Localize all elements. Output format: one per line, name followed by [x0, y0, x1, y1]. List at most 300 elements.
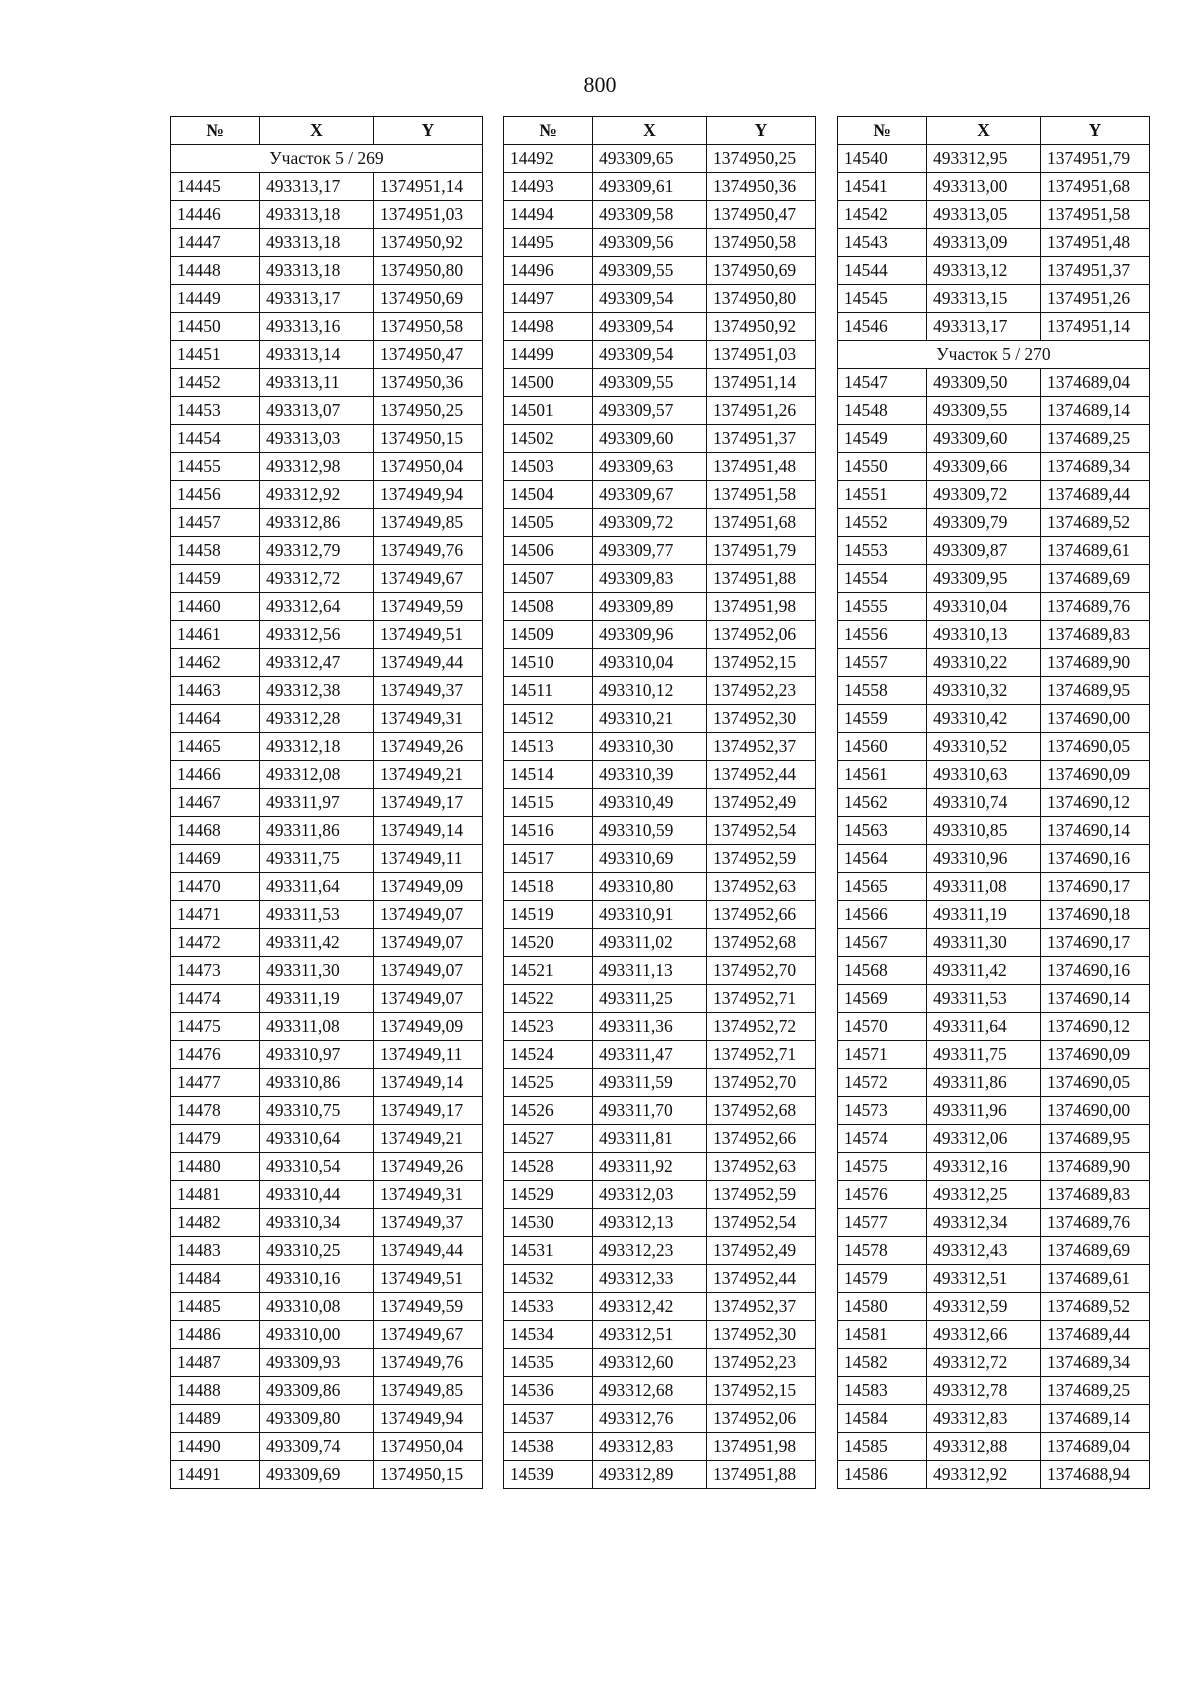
y-coordinate: 1374689,76: [1041, 593, 1150, 621]
x-coordinate: 493313,12: [927, 257, 1041, 285]
point-number: 14487: [171, 1349, 260, 1377]
y-coordinate: 1374689,44: [1041, 1321, 1150, 1349]
table-row: [171, 1209, 483, 1237]
x-coordinate: 493309,60: [593, 425, 707, 453]
y-coordinate: 1374690,18: [1041, 901, 1150, 929]
table-row: [838, 1293, 1150, 1321]
x-coordinate: 493312,13: [593, 1209, 707, 1237]
x-coordinate: 493309,65: [593, 145, 707, 173]
point-number: 14563: [838, 817, 927, 845]
x-coordinate: 493310,21: [593, 705, 707, 733]
point-number: 14490: [171, 1433, 260, 1461]
x-coordinate: 493313,18: [260, 229, 374, 257]
x-coordinate: 493310,52: [927, 733, 1041, 761]
point-number: 14521: [504, 957, 593, 985]
header-number: №: [504, 117, 593, 145]
table-row: [171, 201, 483, 229]
table-row: [838, 649, 1150, 677]
y-coordinate: 1374952,44: [707, 761, 816, 789]
table-row: [504, 901, 816, 929]
table-row: [171, 817, 483, 845]
point-number: 14564: [838, 845, 927, 873]
x-coordinate: 493312,98: [260, 453, 374, 481]
header-y: Y: [1041, 117, 1150, 145]
x-coordinate: 493312,86: [260, 509, 374, 537]
table-row: [504, 593, 816, 621]
table-row: [504, 845, 816, 873]
table-row: [838, 481, 1150, 509]
table-row: [504, 229, 816, 257]
header-number: №: [171, 117, 260, 145]
table-row: [504, 285, 816, 313]
y-coordinate: 1374690,17: [1041, 929, 1150, 957]
y-coordinate: 1374690,05: [1041, 1069, 1150, 1097]
point-number: 14567: [838, 929, 927, 957]
point-number: 14459: [171, 565, 260, 593]
table-row: [171, 1153, 483, 1181]
y-coordinate: 1374690,16: [1041, 845, 1150, 873]
y-coordinate: 1374690,14: [1041, 817, 1150, 845]
table-row: [171, 845, 483, 873]
point-number: 14486: [171, 1321, 260, 1349]
point-number: 14525: [504, 1069, 593, 1097]
table-row: [504, 1433, 816, 1461]
point-number: 14494: [504, 201, 593, 229]
header-row: [504, 117, 816, 145]
table-row: [504, 1377, 816, 1405]
table-row: [171, 397, 483, 425]
point-number: 14468: [171, 817, 260, 845]
y-coordinate: 1374951,26: [707, 397, 816, 425]
y-coordinate: 1374949,67: [374, 565, 483, 593]
point-number: 14502: [504, 425, 593, 453]
y-coordinate: 1374949,44: [374, 649, 483, 677]
coordinates-table-2: [503, 116, 816, 1489]
table-row: [838, 537, 1150, 565]
x-coordinate: 493310,08: [260, 1293, 374, 1321]
point-number: 14571: [838, 1041, 927, 1069]
point-number: 14504: [504, 481, 593, 509]
x-coordinate: 493310,91: [593, 901, 707, 929]
y-coordinate: 1374952,15: [707, 649, 816, 677]
table-row: [504, 817, 816, 845]
point-number: 14499: [504, 341, 593, 369]
y-coordinate: 1374949,59: [374, 593, 483, 621]
point-number: 14552: [838, 509, 927, 537]
x-coordinate: 493312,72: [260, 565, 374, 593]
header-y: Y: [707, 117, 816, 145]
y-coordinate: 1374689,04: [1041, 1433, 1150, 1461]
y-coordinate: 1374952,49: [707, 1237, 816, 1265]
y-coordinate: 1374949,26: [374, 733, 483, 761]
y-coordinate: 1374952,37: [707, 1293, 816, 1321]
y-coordinate: 1374690,09: [1041, 1041, 1150, 1069]
x-coordinate: 493311,86: [260, 817, 374, 845]
x-coordinate: 493310,49: [593, 789, 707, 817]
y-coordinate: 1374949,37: [374, 677, 483, 705]
x-coordinate: 493311,75: [927, 1041, 1041, 1069]
table-row: [171, 1461, 483, 1489]
y-coordinate: 1374949,17: [374, 1097, 483, 1125]
point-number: 14540: [838, 145, 927, 173]
table-row: [171, 1097, 483, 1125]
y-coordinate: 1374689,44: [1041, 481, 1150, 509]
point-number: 14534: [504, 1321, 593, 1349]
table-row: [171, 1405, 483, 1433]
y-coordinate: 1374950,04: [374, 453, 483, 481]
point-number: 14450: [171, 313, 260, 341]
y-coordinate: 1374950,80: [374, 257, 483, 285]
table-row: [171, 789, 483, 817]
table-row: [838, 453, 1150, 481]
x-coordinate: 493311,81: [593, 1125, 707, 1153]
y-coordinate: 1374690,14: [1041, 985, 1150, 1013]
table-row: [504, 957, 816, 985]
header-x: X: [593, 117, 707, 145]
point-number: 14565: [838, 873, 927, 901]
table-row: [504, 873, 816, 901]
point-number: 14572: [838, 1069, 927, 1097]
table-row: [504, 733, 816, 761]
y-coordinate: 1374951,68: [707, 509, 816, 537]
table-row: [504, 1321, 816, 1349]
point-number: 14585: [838, 1433, 927, 1461]
point-number: 14466: [171, 761, 260, 789]
table-row: [504, 1013, 816, 1041]
x-coordinate: 493310,75: [260, 1097, 374, 1125]
x-coordinate: 493311,97: [260, 789, 374, 817]
y-coordinate: 1374952,72: [707, 1013, 816, 1041]
point-number: 14478: [171, 1097, 260, 1125]
y-coordinate: 1374952,63: [707, 873, 816, 901]
table-row: [838, 1041, 1150, 1069]
point-number: 14538: [504, 1433, 593, 1461]
point-number: 14488: [171, 1377, 260, 1405]
table-row: [504, 789, 816, 817]
point-number: 14456: [171, 481, 260, 509]
y-coordinate: 1374949,94: [374, 481, 483, 509]
point-number: 14510: [504, 649, 593, 677]
point-number: 14454: [171, 425, 260, 453]
point-number: 14556: [838, 621, 927, 649]
y-coordinate: 1374950,58: [707, 229, 816, 257]
table-row: [838, 1013, 1150, 1041]
y-coordinate: 1374951,68: [1041, 173, 1150, 201]
point-number: 14530: [504, 1209, 593, 1237]
x-coordinate: 493310,22: [927, 649, 1041, 677]
table-row: [838, 789, 1150, 817]
table-row: [504, 677, 816, 705]
point-number: 14568: [838, 957, 927, 985]
x-coordinate: 493312,06: [927, 1125, 1041, 1153]
point-number: 14544: [838, 257, 927, 285]
point-number: 14507: [504, 565, 593, 593]
table-row: [171, 257, 483, 285]
y-coordinate: 1374949,94: [374, 1405, 483, 1433]
x-coordinate: 493311,96: [927, 1097, 1041, 1125]
y-coordinate: 1374949,31: [374, 705, 483, 733]
x-coordinate: 493309,63: [593, 453, 707, 481]
y-coordinate: 1374951,03: [707, 341, 816, 369]
point-number: 14446: [171, 201, 260, 229]
header-y: Y: [374, 117, 483, 145]
table-row: [838, 873, 1150, 901]
table-body: [504, 145, 816, 1489]
x-coordinate: 493312,64: [260, 593, 374, 621]
x-coordinate: 493313,16: [260, 313, 374, 341]
page-number: 800: [583, 72, 617, 97]
y-coordinate: 1374950,47: [707, 201, 816, 229]
table-row: [171, 565, 483, 593]
y-coordinate: 1374952,70: [707, 1069, 816, 1097]
y-coordinate: 1374949,44: [374, 1237, 483, 1265]
point-number: 14576: [838, 1181, 927, 1209]
y-coordinate: 1374952,71: [707, 1041, 816, 1069]
y-coordinate: 1374950,25: [707, 145, 816, 173]
y-coordinate: 1374950,69: [707, 257, 816, 285]
y-coordinate: 1374951,58: [1041, 201, 1150, 229]
y-coordinate: 1374949,09: [374, 873, 483, 901]
y-coordinate: 1374689,95: [1041, 1125, 1150, 1153]
y-coordinate: 1374951,14: [707, 369, 816, 397]
y-coordinate: 1374690,16: [1041, 957, 1150, 985]
table-row: [838, 1321, 1150, 1349]
table-row: [504, 481, 816, 509]
x-coordinate: 493310,34: [260, 1209, 374, 1237]
point-number: 14489: [171, 1405, 260, 1433]
x-coordinate: 493312,28: [260, 705, 374, 733]
header-row: [171, 117, 483, 145]
table-row: [171, 929, 483, 957]
table-row: [171, 341, 483, 369]
point-number: 14528: [504, 1153, 593, 1181]
x-coordinate: 493311,30: [927, 929, 1041, 957]
y-coordinate: 1374950,80: [707, 285, 816, 313]
table-row: [838, 425, 1150, 453]
point-number: 14539: [504, 1461, 593, 1489]
x-coordinate: 493309,60: [927, 425, 1041, 453]
y-coordinate: 1374949,76: [374, 1349, 483, 1377]
y-coordinate: 1374690,12: [1041, 1013, 1150, 1041]
y-coordinate: 1374689,69: [1041, 565, 1150, 593]
x-coordinate: 493311,19: [260, 985, 374, 1013]
y-coordinate: 1374690,09: [1041, 761, 1150, 789]
y-coordinate: 1374949,11: [374, 1041, 483, 1069]
table-row: [171, 1377, 483, 1405]
y-coordinate: 1374952,49: [707, 789, 816, 817]
table-row: [838, 1125, 1150, 1153]
table-row: [171, 649, 483, 677]
table-row: [838, 257, 1150, 285]
x-coordinate: 493312,03: [593, 1181, 707, 1209]
table-row: [504, 257, 816, 285]
x-coordinate: 493309,57: [593, 397, 707, 425]
point-number: 14479: [171, 1125, 260, 1153]
table-row: [838, 201, 1150, 229]
x-coordinate: 493309,93: [260, 1349, 374, 1377]
y-coordinate: 1374950,25: [374, 397, 483, 425]
table-row: [838, 229, 1150, 257]
table-row: [838, 929, 1150, 957]
point-number: 14483: [171, 1237, 260, 1265]
point-number: 14465: [171, 733, 260, 761]
table-row: [838, 593, 1150, 621]
x-coordinate: 493310,64: [260, 1125, 374, 1153]
table-row: [838, 761, 1150, 789]
y-coordinate: 1374952,54: [707, 1209, 816, 1237]
y-coordinate: 1374689,34: [1041, 1349, 1150, 1377]
point-number: 14503: [504, 453, 593, 481]
point-number: 14536: [504, 1377, 593, 1405]
x-coordinate: 493312,92: [260, 481, 374, 509]
y-coordinate: 1374689,25: [1041, 425, 1150, 453]
table-row: [838, 1209, 1150, 1237]
x-coordinate: 493311,64: [260, 873, 374, 901]
point-number: 14516: [504, 817, 593, 845]
table-row: [504, 313, 816, 341]
point-number: 14561: [838, 761, 927, 789]
x-coordinate: 493312,76: [593, 1405, 707, 1433]
point-number: 14524: [504, 1041, 593, 1069]
y-coordinate: 1374950,15: [374, 1461, 483, 1489]
table-row: [171, 1041, 483, 1069]
y-coordinate: 1374951,79: [1041, 145, 1150, 173]
y-coordinate: 1374952,06: [707, 1405, 816, 1433]
x-coordinate: 493309,55: [927, 397, 1041, 425]
table-row: [504, 1237, 816, 1265]
y-coordinate: 1374950,69: [374, 285, 483, 313]
x-coordinate: 493310,97: [260, 1041, 374, 1069]
table-row: [838, 1349, 1150, 1377]
point-number: 14562: [838, 789, 927, 817]
x-coordinate: 493312,33: [593, 1265, 707, 1293]
header-x: X: [927, 117, 1041, 145]
y-coordinate: 1374951,03: [374, 201, 483, 229]
y-coordinate: 1374952,54: [707, 817, 816, 845]
y-coordinate: 1374951,88: [707, 1461, 816, 1489]
table-row: [504, 1041, 816, 1069]
coordinates-table-1: [170, 116, 483, 1489]
x-coordinate: 493310,44: [260, 1181, 374, 1209]
x-coordinate: 493312,60: [593, 1349, 707, 1377]
table-row: [171, 1069, 483, 1097]
x-coordinate: 493311,42: [260, 929, 374, 957]
x-coordinate: 493310,63: [927, 761, 1041, 789]
table-row: [838, 173, 1150, 201]
x-coordinate: 493312,56: [260, 621, 374, 649]
x-coordinate: 493311,42: [927, 957, 1041, 985]
point-number: 14513: [504, 733, 593, 761]
table-row: [838, 733, 1150, 761]
table-row: [504, 1153, 816, 1181]
y-coordinate: 1374949,51: [374, 621, 483, 649]
point-number: 14462: [171, 649, 260, 677]
table-row: [171, 1013, 483, 1041]
table-row: [838, 845, 1150, 873]
point-number: 14512: [504, 705, 593, 733]
y-coordinate: 1374949,17: [374, 789, 483, 817]
y-coordinate: 1374689,69: [1041, 1237, 1150, 1265]
point-number: 14575: [838, 1153, 927, 1181]
point-number: 14546: [838, 313, 927, 341]
point-number: 14569: [838, 985, 927, 1013]
point-number: 14498: [504, 313, 593, 341]
point-number: 14582: [838, 1349, 927, 1377]
point-number: 14581: [838, 1321, 927, 1349]
x-coordinate: 493310,16: [260, 1265, 374, 1293]
point-number: 14497: [504, 285, 593, 313]
x-coordinate: 493312,18: [260, 733, 374, 761]
x-coordinate: 493312,83: [593, 1433, 707, 1461]
x-coordinate: 493309,72: [593, 509, 707, 537]
header-number: №: [838, 117, 927, 145]
table-row: [504, 1405, 816, 1433]
y-coordinate: 1374951,88: [707, 565, 816, 593]
point-number: 14580: [838, 1293, 927, 1321]
section-row: [171, 145, 483, 173]
point-number: 14557: [838, 649, 927, 677]
table-row: [838, 957, 1150, 985]
point-number: 14467: [171, 789, 260, 817]
x-coordinate: 493313,03: [260, 425, 374, 453]
point-number: 14570: [838, 1013, 927, 1041]
table-row: [504, 369, 816, 397]
table-row: [171, 761, 483, 789]
x-coordinate: 493312,51: [593, 1321, 707, 1349]
table-row: [171, 1237, 483, 1265]
point-number: 14475: [171, 1013, 260, 1041]
y-coordinate: 1374952,66: [707, 901, 816, 929]
table-row: [838, 1181, 1150, 1209]
table-row: [504, 1181, 816, 1209]
x-coordinate: 493311,13: [593, 957, 707, 985]
y-coordinate: 1374952,59: [707, 1181, 816, 1209]
point-number: 14460: [171, 593, 260, 621]
point-number: 14455: [171, 453, 260, 481]
point-number: 14493: [504, 173, 593, 201]
table-row: [838, 1433, 1150, 1461]
y-coordinate: 1374951,37: [1041, 257, 1150, 285]
y-coordinate: 1374951,26: [1041, 285, 1150, 313]
table-row: [504, 1461, 816, 1489]
point-number: 14527: [504, 1125, 593, 1153]
point-number: 14445: [171, 173, 260, 201]
y-coordinate: 1374951,37: [707, 425, 816, 453]
point-number: 14448: [171, 257, 260, 285]
table-row: [504, 929, 816, 957]
x-coordinate: 493309,54: [593, 341, 707, 369]
x-coordinate: 493310,74: [927, 789, 1041, 817]
y-coordinate: 1374949,31: [374, 1181, 483, 1209]
x-coordinate: 493312,25: [927, 1181, 1041, 1209]
x-coordinate: 493309,89: [593, 593, 707, 621]
point-number: 14472: [171, 929, 260, 957]
y-coordinate: 1374952,37: [707, 733, 816, 761]
y-coordinate: 1374689,76: [1041, 1209, 1150, 1237]
x-coordinate: 493309,72: [927, 481, 1041, 509]
y-coordinate: 1374951,48: [1041, 229, 1150, 257]
point-number: 14543: [838, 229, 927, 257]
point-number: 14457: [171, 509, 260, 537]
point-number: 14458: [171, 537, 260, 565]
x-coordinate: 493309,58: [593, 201, 707, 229]
table-row: [171, 705, 483, 733]
x-coordinate: 493310,42: [927, 705, 1041, 733]
table-row: [838, 985, 1150, 1013]
x-coordinate: 493310,96: [927, 845, 1041, 873]
header-x: X: [260, 117, 374, 145]
table-row: [171, 1293, 483, 1321]
